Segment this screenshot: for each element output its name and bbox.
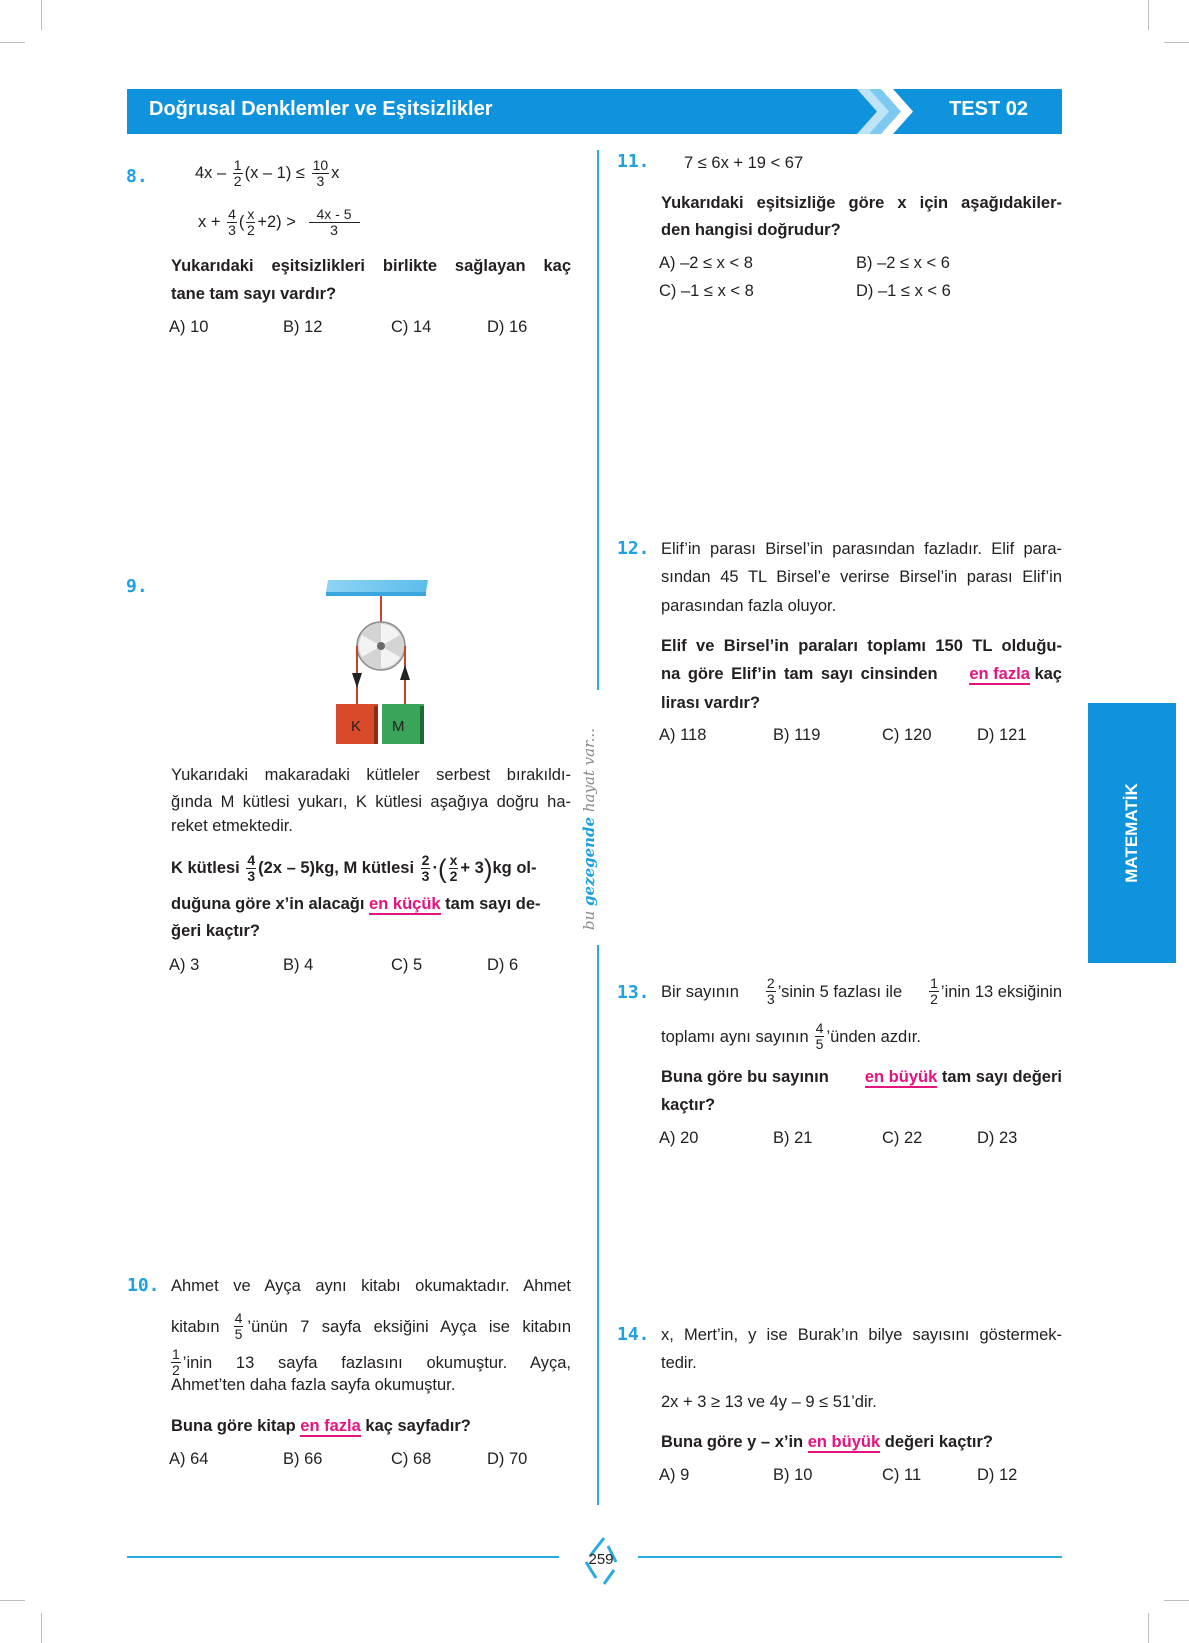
fraction xyxy=(449,853,459,884)
text-part: ’inin 13 sayfa fazlasını okumuştur. Ayça, xyxy=(182,1353,571,1372)
question-text: kaçtır? xyxy=(661,1096,716,1114)
paragraph-line: Ahmet ve Ayça aynı kitabı okumaktadır. Ahmet xyxy=(171,1277,571,1295)
text-part: na göre Elif’in tam sayı cinsinden xyxy=(661,665,938,683)
question-text xyxy=(661,664,1062,684)
denominator: 2 xyxy=(172,1362,180,1378)
expr-part: 4x – xyxy=(195,163,227,182)
denominator: 3 xyxy=(316,173,325,189)
text-part: + 3 xyxy=(460,858,484,877)
paragraph-line: ğında M kütlesi yukarı, K kütlesi aşağıya doğru ha- xyxy=(171,793,571,811)
column-divider xyxy=(597,945,599,1505)
option-c[interactable]: C) 5 xyxy=(391,956,423,974)
option-b[interactable]: B) 21 xyxy=(773,1129,813,1147)
expr-part: x xyxy=(331,163,340,182)
fraction xyxy=(309,207,360,238)
text-part: ’sinin 5 fazlası ile xyxy=(777,982,903,1001)
label-k: K xyxy=(351,718,362,735)
text-part: değeri kaçtır? xyxy=(880,1433,993,1451)
question-text: Elif ve Birsel’in paraları toplamı 150 TL olduğu- xyxy=(661,637,1062,655)
chapter-header xyxy=(127,89,1062,134)
crop-mark xyxy=(41,0,42,30)
option-a[interactable]: A) 3 xyxy=(169,956,200,974)
crop-mark xyxy=(41,1613,42,1643)
question-text xyxy=(171,894,541,914)
denominator: 5 xyxy=(815,1036,824,1052)
option-d[interactable]: D) 12 xyxy=(977,1466,1018,1484)
chapter-title: Doğrusal Denklemler ve Eşitsizlikler xyxy=(149,98,493,120)
text-part: Bir sayının xyxy=(661,982,739,1001)
expr-part: +2) > xyxy=(257,212,296,231)
fraction xyxy=(246,207,255,238)
subject-side-tab xyxy=(1088,703,1176,963)
subject-label: MATEMATİK xyxy=(1122,783,1141,883)
text-part: tam sayı değeri xyxy=(937,1068,1062,1086)
denominator: 5 xyxy=(234,1326,243,1342)
question-number: 11. xyxy=(617,151,650,172)
option-b[interactable]: B) 10 xyxy=(773,1466,813,1484)
arrow-up-icon xyxy=(400,665,410,680)
inequality-1 xyxy=(195,158,339,189)
text-part: kaç sayfadır? xyxy=(360,1417,471,1435)
option-a[interactable]: A) 20 xyxy=(659,1129,699,1147)
text-part: ’inin 13 eksiğinin xyxy=(940,982,1062,1001)
highlight: en büyük xyxy=(864,1068,938,1086)
paragraph-line xyxy=(171,1347,571,1378)
expr-part: (x – 1) ≤ xyxy=(244,163,305,182)
arrow-down-icon xyxy=(352,673,362,688)
numerator: 1 xyxy=(233,157,242,173)
option-b[interactable]: B) –2 ≤ x < 6 xyxy=(856,254,950,272)
question-number: 12. xyxy=(617,538,650,559)
pulley-diagram xyxy=(320,578,430,746)
text-part: tam sayı de- xyxy=(440,895,541,913)
numerator: 2 xyxy=(421,852,430,868)
text-part: · xyxy=(432,858,438,877)
question-number: 14. xyxy=(617,1324,650,1345)
text-part: ’ünün 7 sayfa eksiğini Ayça ise kitabın xyxy=(247,1317,571,1336)
numerator: 4 xyxy=(228,206,236,222)
option-a[interactable]: A) 118 xyxy=(659,726,707,744)
numerator: 1 xyxy=(172,1346,180,1362)
numerator: 2 xyxy=(766,975,775,991)
crop-mark xyxy=(1148,0,1149,30)
column-divider xyxy=(597,150,599,690)
denominator: 2 xyxy=(930,991,938,1007)
highlight: en fazla xyxy=(300,1417,361,1435)
test-label: TEST 02 xyxy=(949,98,1028,120)
page-number-badge xyxy=(578,1536,624,1586)
inequality-2 xyxy=(198,207,362,238)
denominator: 3 xyxy=(421,868,430,884)
option-c[interactable]: C) 68 xyxy=(391,1450,432,1468)
fraction xyxy=(233,158,243,189)
option-d[interactable]: D) 121 xyxy=(977,726,1027,744)
denominator: 2 xyxy=(449,868,458,884)
numerator: 4 xyxy=(234,1310,243,1326)
question-text xyxy=(171,1416,471,1436)
question-text: Yukarıdaki eşitsizlikleri birlikte sağlayan kaç xyxy=(171,257,571,275)
margin-slogan xyxy=(580,728,598,930)
slogan-part: gezegende xyxy=(580,816,598,906)
denominator: 3 xyxy=(228,222,236,238)
expr-part: ( xyxy=(238,212,245,231)
option-d[interactable]: D) 6 xyxy=(487,956,519,974)
text-part: ’ünden azdır. xyxy=(826,1027,921,1046)
option-d[interactable]: D) –1 ≤ x < 6 xyxy=(856,282,951,300)
option-b[interactable]: B) 12 xyxy=(283,318,323,336)
footer-line xyxy=(638,1556,1062,1558)
numerator: x xyxy=(247,206,255,222)
text-part: (2x – 5)kg, M kütlesi xyxy=(258,858,415,877)
fraction xyxy=(227,207,237,238)
crop-mark xyxy=(0,42,25,43)
question-text: K kütlesi $\frac{4}{3}$ (2x – 5)kg, M kütlesi $\frac{2}{3}$ ·( $\frac{x}{2}$ + 3)kg ol- xyxy=(171,852,537,884)
paragraph-line: Yukarıdaki makaradaki kütleler serbest bırakıldı- xyxy=(171,766,571,784)
fraction xyxy=(246,853,256,884)
option-b[interactable]: B) 4 xyxy=(283,956,314,974)
numerator: 4 xyxy=(247,852,256,868)
ceiling-beam xyxy=(326,580,428,592)
paragraph-line xyxy=(661,1021,921,1052)
option-c[interactable]: C) 11 xyxy=(882,1466,922,1484)
numerator: 1 xyxy=(930,975,938,991)
crop-mark xyxy=(1148,1613,1149,1643)
inequality: 2x + 3 ≥ 13 ve 4y – 9 ≤ 51’dir. xyxy=(661,1393,877,1411)
fraction xyxy=(421,853,431,884)
paragraph-line: reket etmektedir. xyxy=(171,817,293,835)
question-text: den hangisi doğrudur? xyxy=(661,221,841,239)
question-text: Yukarıdaki eşitsizliğe göre x için aşağıdakiler- xyxy=(661,194,1062,212)
text-part: kaç xyxy=(1029,665,1062,683)
label-m: M xyxy=(392,718,405,735)
question-number: 10. xyxy=(127,1275,160,1296)
fraction xyxy=(234,1311,244,1342)
option-d[interactable]: D) 16 xyxy=(487,318,528,336)
question-text xyxy=(661,1432,993,1452)
text-part: Buna göre y – x’in xyxy=(661,1433,808,1451)
inequality: 7 ≤ 6x + 19 < 67 xyxy=(684,154,804,172)
option-c[interactable]: C) 22 xyxy=(882,1129,923,1147)
fraction xyxy=(766,976,776,1007)
option-a[interactable]: A) 9 xyxy=(659,1466,690,1484)
option-b[interactable]: B) 66 xyxy=(283,1450,323,1468)
option-d[interactable]: D) 23 xyxy=(977,1129,1018,1147)
denominator: 3 xyxy=(330,222,338,238)
numerator: 10 xyxy=(312,157,329,173)
highlight: en fazla xyxy=(969,665,1030,683)
crop-mark xyxy=(1164,42,1189,43)
paragraph-line: sından 45 TL Birsel’e verirse Birsel’in parası Elif’in xyxy=(661,568,1062,586)
page-number: 259 xyxy=(588,1551,614,1568)
denominator: 2 xyxy=(246,222,255,238)
text-part: K kütlesi xyxy=(171,858,240,877)
footer-line xyxy=(127,1556,559,1558)
question-text: ğeri kaçtır? xyxy=(171,922,260,940)
question-number: 8. xyxy=(126,166,148,187)
paragraph-line: x, Mert’in, y ise Burak’ın bilye sayısını göstermek- xyxy=(661,1326,1062,1344)
question-text: tane tam sayı vardır? xyxy=(171,285,337,303)
option-a[interactable]: A) 10 xyxy=(169,318,209,336)
crop-mark xyxy=(1164,1600,1189,1601)
numerator: x xyxy=(449,852,458,868)
denominator: 2 xyxy=(233,173,242,189)
text-part: duğuna göre x’in alacağı xyxy=(171,895,370,913)
paragraph-line: Ahmet’ten daha fazla sayfa okumuştur. xyxy=(171,1376,456,1394)
text-part: Buna göre bu sayının xyxy=(661,1068,829,1086)
option-d[interactable]: D) 70 xyxy=(487,1450,528,1468)
paragraph-line: tedir. xyxy=(661,1354,697,1372)
option-b[interactable]: B) 119 xyxy=(773,726,821,744)
numerator: 4 xyxy=(815,1020,824,1036)
fraction xyxy=(815,1021,825,1052)
paragraph-line xyxy=(171,1311,571,1342)
text-part: kg ol- xyxy=(492,858,537,877)
option-c[interactable]: C) –1 ≤ x < 8 xyxy=(659,282,754,300)
text-part: kitabın xyxy=(171,1317,220,1336)
paragraph-line: parasından fazla oluyor. xyxy=(661,597,837,615)
question-text: lirası vardır? xyxy=(661,694,761,712)
option-a[interactable]: A) 64 xyxy=(169,1450,209,1468)
crop-mark xyxy=(0,1600,25,1601)
fraction xyxy=(929,976,939,1007)
fraction xyxy=(171,1347,181,1378)
highlight: en küçük xyxy=(369,895,441,913)
text-part: toplamı aynı sayının xyxy=(661,1027,809,1046)
paragraph-line: Elif’in parası Birsel’in parasından fazladır. Elif para- xyxy=(661,540,1062,558)
chevron-decoration-icon xyxy=(857,89,927,134)
paragraph-line xyxy=(661,976,1062,1007)
denominator: 3 xyxy=(766,991,775,1007)
highlight: en büyük xyxy=(807,1433,881,1451)
slogan-part: hayat var... xyxy=(580,728,598,817)
text-part: Buna göre kitap xyxy=(171,1417,301,1435)
option-c[interactable]: C) 120 xyxy=(882,726,932,744)
option-c[interactable]: C) 14 xyxy=(391,318,432,336)
numerator: 4x - 5 xyxy=(309,207,360,223)
option-a[interactable]: A) –2 ≤ x < 8 xyxy=(659,254,753,272)
fraction xyxy=(312,158,330,189)
question-text xyxy=(661,1067,1062,1087)
question-number: 9. xyxy=(126,576,148,597)
slogan-part: bu xyxy=(580,905,598,930)
question-number: 13. xyxy=(617,982,650,1003)
expr-part: x + xyxy=(198,212,221,231)
denominator: 3 xyxy=(247,868,256,884)
